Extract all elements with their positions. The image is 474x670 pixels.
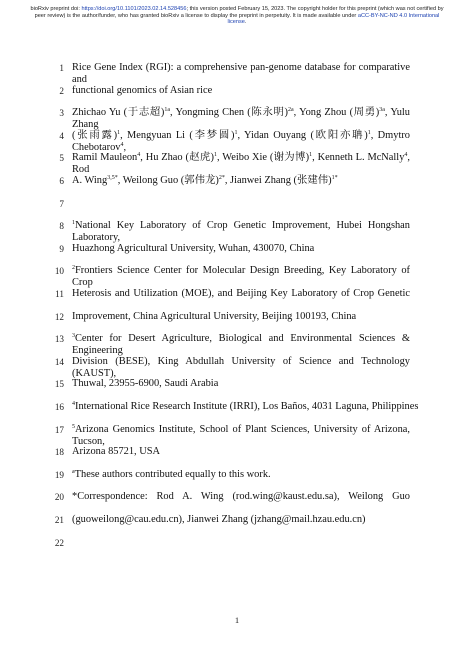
line-text: (张雨露) [72, 129, 118, 141]
line-number: 22 [54, 537, 64, 548]
line-text: Rice Gene Index (RGI): a comprehensive pan-genome database for comparative and [72, 62, 410, 85]
superscript-mark: 4 [137, 152, 141, 159]
banner-prefix: bioRxiv preprint doi: [30, 6, 82, 12]
manuscript-line [72, 175, 410, 187]
banner-suffix: . [244, 19, 247, 26]
manuscript-line [72, 401, 419, 413]
line-text: , [123, 141, 127, 153]
manuscript-line [72, 62, 410, 86]
line-text: Ramil Mauleon [72, 152, 138, 164]
line-text: Arizona Genomics Institute, School of Plant Sciences, University of Arizona, Tucson, [72, 423, 410, 447]
superscript-mark: 3,5* [107, 175, 118, 181]
line-text: , Yong Zhou (周勇) [293, 107, 380, 119]
superscript-mark: 2a [287, 107, 294, 114]
superscript-mark: 3 [72, 333, 75, 340]
line-text: Improvement, China Agricultural University, Beijing 100193, China [72, 310, 357, 322]
superscript-mark: 3a [379, 107, 385, 114]
line-number: 11 [55, 289, 64, 299]
manuscript-line [72, 288, 410, 300]
doi-link[interactable]: https://doi.org/10.1101/2023.02.14.528456 [81, 6, 187, 12]
manuscript-line [72, 469, 410, 481]
superscript-mark: 4 [72, 401, 75, 407]
line-text: Arizona 85721, USA [72, 446, 161, 458]
superscript-mark: 1 [72, 220, 75, 227]
superscript-mark: 1 [214, 152, 218, 159]
superscript-mark: 2* [218, 175, 225, 181]
manuscript-line [72, 491, 410, 503]
line-text: National Key Laboratory of Crop Genetic Improvement, Hubei Hongshan Laboratory, [72, 220, 410, 244]
line-text: , Yulu Zhang [72, 107, 410, 131]
superscript-mark: 4 [120, 141, 124, 148]
line-number: 3 [59, 108, 64, 119]
line-text: , Hu Zhao (赵虎) [140, 152, 215, 164]
line-text: Zhichao Yu (于志超) [72, 107, 165, 119]
line-number: 16 [54, 402, 64, 412]
manuscript-line [72, 446, 410, 458]
line-text: , Weilong Guo (郭伟龙) [117, 175, 219, 186]
superscript-mark: 1 [234, 129, 238, 136]
manuscript-line [72, 378, 410, 390]
line-text: , Jianwei Zhang (张建伟) [224, 175, 332, 186]
manuscript-line [72, 333, 410, 357]
license-link[interactable]: aCC-BY-NC-ND 4.0 International license [227, 12, 440, 26]
line-text: International Rice Research Institute (IRRI), Los Baños, 4031 Laguna, Philippines [75, 401, 419, 412]
line-number: 13 [54, 334, 64, 345]
line-text: Frontiers Science Center for Molecular Design Breeding, Key Laboratory of Crop [72, 265, 410, 289]
superscript-mark: 1* [331, 175, 338, 181]
manuscript-line [72, 424, 410, 448]
superscript-mark: 1 [367, 129, 371, 136]
line-text: , Weibo Xie (谢为博) [217, 152, 310, 164]
line-number: 2 [59, 85, 64, 96]
line-text: Heterosis and Utilization (MOE), and Beijing Key Laboratory of Crop Genetic [72, 288, 410, 299]
line-text: Thuwal, 23955-6900, Saudi Arabia [72, 378, 219, 390]
manuscript-line [72, 220, 410, 244]
line-number: 19 [54, 469, 64, 480]
line-text: Division (BESE), King Abdullah University of Science and Technology (KAUST), [72, 355, 410, 379]
line-number: 12 [54, 311, 64, 322]
superscript-mark: 1 [309, 152, 313, 159]
line-text: functional genomics of Asian rice [72, 84, 213, 96]
line-number: 6 [59, 176, 64, 186]
superscript-mark: 4 [404, 152, 408, 159]
line-text: A. Wing [72, 175, 108, 186]
manuscript-line [72, 85, 410, 97]
manuscript-line [72, 311, 410, 323]
manuscript-line [72, 243, 410, 255]
manuscript-line [72, 265, 410, 289]
page-number: 1 [234, 615, 240, 625]
manuscript-line [72, 152, 410, 176]
line-number: 20 [54, 492, 64, 503]
line-text: , Mengyuan Li (李梦圆) [120, 129, 235, 141]
superscript-mark: 2 [72, 265, 75, 272]
line-number: 18 [54, 447, 64, 458]
line-text: *Correspondence: Rod A. Wing (rod.wing@kaust.edu.sa), Weilong Guo [72, 491, 410, 503]
manuscript-line [72, 356, 410, 380]
manuscript-line [72, 107, 410, 131]
line-number: 21 [54, 515, 64, 525]
line-text: , Yidan Ouyang (欧阳亦聃) [237, 129, 368, 141]
line-number: 14 [54, 356, 64, 367]
line-text: , Rod [72, 152, 410, 176]
line-number: 15 [54, 379, 64, 390]
line-text: Huazhong Agricultural University, Wuhan, 430070, China [72, 242, 315, 254]
manuscript-line [72, 130, 410, 154]
line-text: , Yongming Chen (陈永明) [170, 107, 288, 119]
line-text: Center for Desert Agriculture, Biological and Environmental Sciences & Engineering [72, 333, 410, 357]
line-text: These authors contributed equally to this work. [74, 468, 271, 480]
banner-middle: ; this version posted February 15, 2023. The copyright holder for this preprint (which was not certified by peer review) is the author/funder, who has granted bioRxiv a license to display the preprint in perpetuity. It is made available under [34, 6, 444, 19]
line-text: , Kenneth L. McNally [312, 152, 405, 164]
line-number: 4 [59, 130, 64, 141]
superscript-mark: 1a [164, 107, 171, 114]
line-text: , Dmytro Chebotarov [72, 129, 410, 153]
superscript-mark: 1 [117, 129, 121, 136]
line-number: 8 [59, 221, 64, 232]
line-number: 17 [54, 424, 64, 435]
line-number: 5 [59, 153, 64, 164]
superscript-mark: 5 [72, 423, 75, 430]
superscript-mark: a [72, 468, 75, 475]
line-number: 1 [59, 63, 64, 73]
manuscript-line [72, 514, 410, 526]
line-text: (guoweilong@cau.edu.cn), Jianwei Zhang (jzhang@mail.hzau.edu.cn) [72, 514, 366, 525]
line-number: 9 [59, 243, 64, 254]
line-number: 7 [59, 198, 64, 209]
line-number: 10 [54, 266, 64, 277]
